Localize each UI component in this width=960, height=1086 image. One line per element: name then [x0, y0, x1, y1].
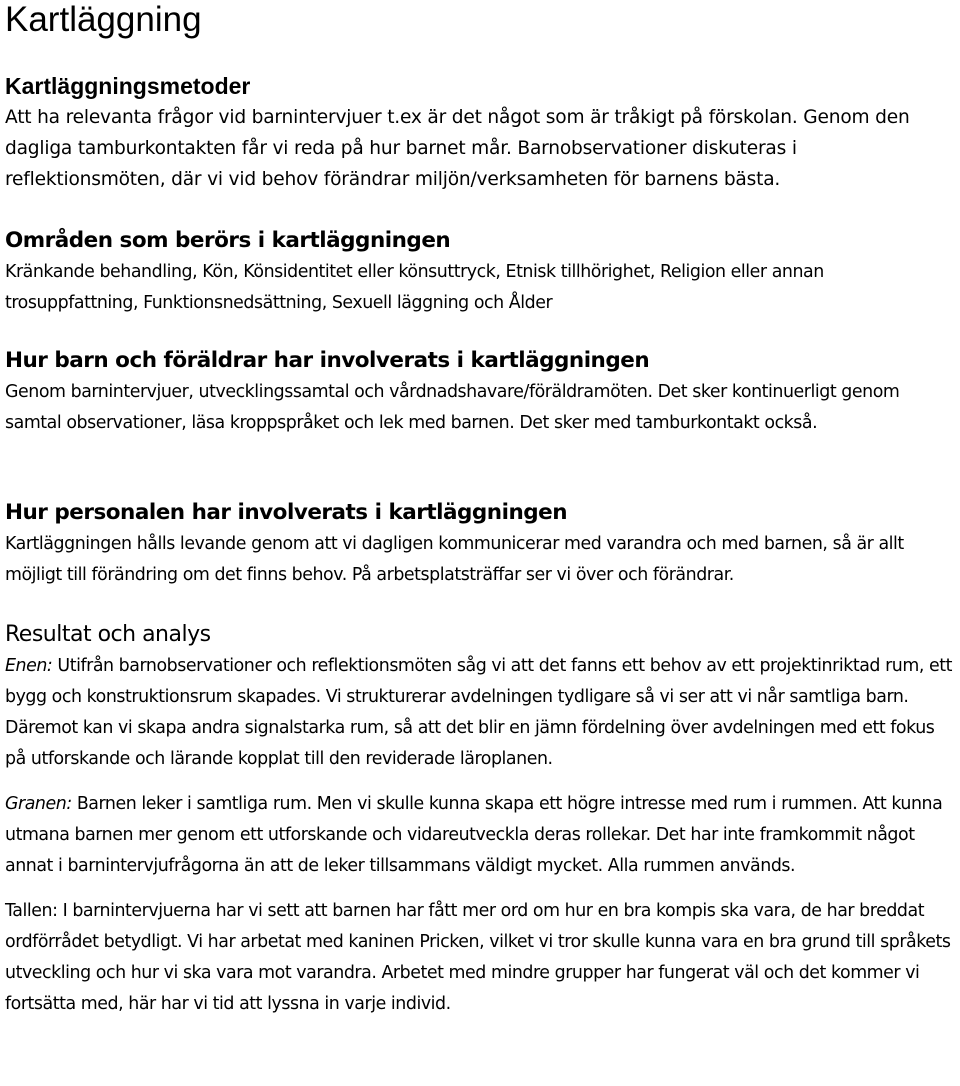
granen-label: Granen:: [5, 794, 72, 814]
children-parents-heading: Hur barn och föräldrar har involverats i kartläggningen: [5, 348, 650, 373]
tallen-paragraph: Tallen: I barnintervjuerna har vi sett att barnen har fått mer ord om hur en bra kompis ska vara, de har breddat ordförrådet betydligt. Vi har arbetat med kaninen Pricken, vilket vi tror skulle kunna vara en bra grund till språkets utveckling och hur vi ska vara mot varandra. Arbetet med mindre grupper har fungerat väl och det kommer vi fortsätta med, här har vi tid att lyssna in varje individ.: [5, 901, 951, 1014]
section-staff: [5, 497, 957, 591]
areas-heading: Områden som berörs i kartläggningen: [5, 228, 451, 253]
staff-heading: Hur personalen har involverats i kartläggningen: [5, 500, 568, 525]
enen-label: Enen:: [5, 656, 53, 676]
section-methods: [5, 70, 957, 195]
staff-text: Kartläggningen hålls levande genom att vi dagligen kommunicerar med varandra och med barnen, så är allt möjligt till förändring om det finns behov. På arbetsplatsträffar ser vi över och förändrar.: [5, 534, 904, 585]
section-results: [5, 619, 957, 1020]
granen-text: Barnen leker i samtliga rum. Men vi skulle kunna skapa ett högre intresse med rum i rummen. Att kunna utmana barnen mer genom ett utforskande och vidareutveckla deras rollekar. Det har inte framkommit något annat i barnintervjufrågorna än att de leker tillsammans väldigt mycket. Alla rummen används.: [5, 794, 943, 876]
children-parents-text: Genom barnintervjuer, utvecklingssamtal och vårdnadshavare/föräldramöten. Det sker kontinuerligt genom samtal observationer, läsa kroppspråket och lek med barnen. Det sker med tamburkontakt också.: [5, 382, 900, 433]
enen-paragraph: [5, 651, 957, 775]
granen-paragraph: [5, 789, 957, 882]
document-page: [5, 0, 957, 1014]
section-children-parents: [5, 345, 957, 439]
results-heading: Resultat och analys: [5, 622, 211, 647]
areas-text: Kränkande behandling, Kön, Könsidentitet eller könsuttryck, Etnisk tillhörighet, Religion eller annan trosuppfattning, Funktionsnedsättning, Sexuell läggning och Ålder: [5, 262, 824, 313]
methods-heading: Kartläggningsmetoder: [5, 73, 251, 99]
enen-text: Utifrån barnobservationer och reflektionsmöten såg vi att det fanns ett behov av ett projektinriktad rum, ett bygg och konstruktionsrum skapades. Vi strukturerar avdelningen tydligare så vi ser att vi når samtliga barn. Däremot kan vi skapa andra signalstarka rum, så att det blir en jämn fördelning över avdelningen med ett fokus på utforskande och lärande kopplat till den reviderade läroplanen.: [5, 656, 952, 769]
page-title: Kartläggning: [5, 0, 202, 39]
section-areas: [5, 225, 957, 319]
methods-text: Att ha relevanta frågor vid barnintervjuer t.ex är det något som är tråkigt på förskolan. Genom den dagliga tamburkontakten får vi reda på hur barnet mår. Barnobservationer diskuteras i reflektionsmöten, där vi vid behov förändrar miljön/verksamheten för barnens bästa.: [5, 107, 910, 190]
